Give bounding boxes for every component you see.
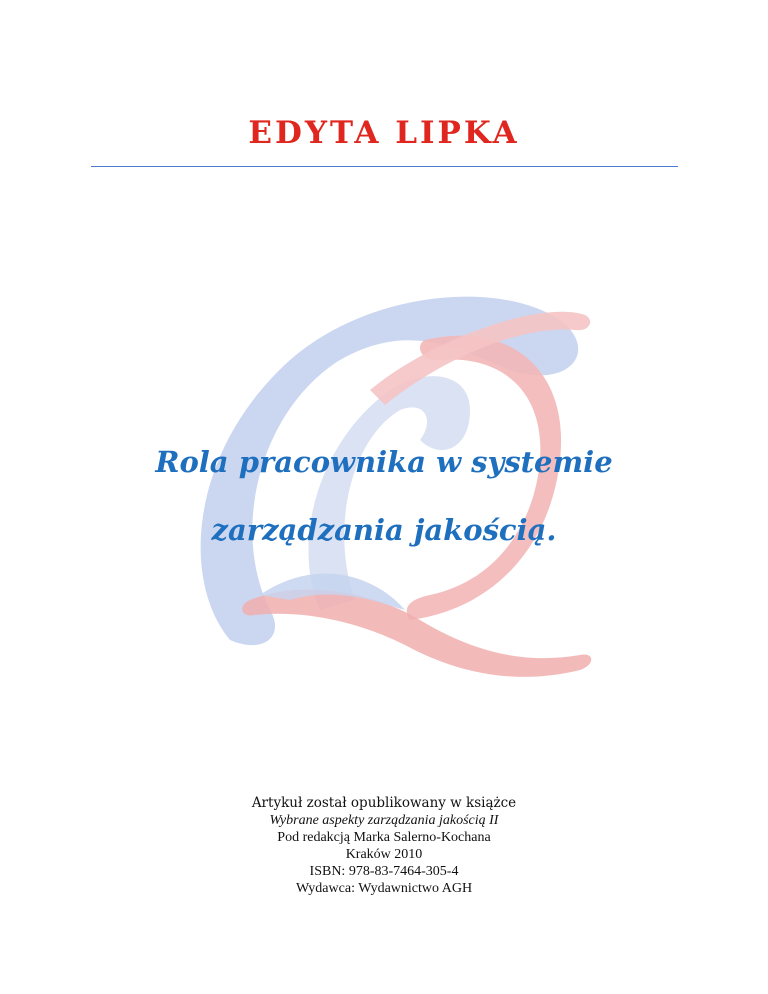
book-title: Wybrane aspekty zarządzania jakością II	[269, 813, 499, 828]
author-name: EDYTA LIPKA	[248, 115, 520, 151]
article-title-line-1: Rola pracownika w systemie	[155, 445, 613, 479]
place-year-line: Kraków 2010	[345, 847, 423, 862]
decorative-q-monogram-icon	[170, 280, 600, 680]
header-divider	[91, 166, 678, 167]
publication-info	[0, 794, 768, 897]
editor-line: Pod redakcją Marka Salerno-Kochana	[277, 830, 491, 845]
isbn-line: ISBN: 978-83-7464-305-4	[309, 864, 459, 879]
publisher-line: Wydawca: Wydawnictwo AGH	[295, 881, 473, 896]
publication-note: Artykuł został opublikowany w książce	[251, 795, 517, 811]
article-title-line-2: zarządzania jakością.	[211, 513, 557, 547]
